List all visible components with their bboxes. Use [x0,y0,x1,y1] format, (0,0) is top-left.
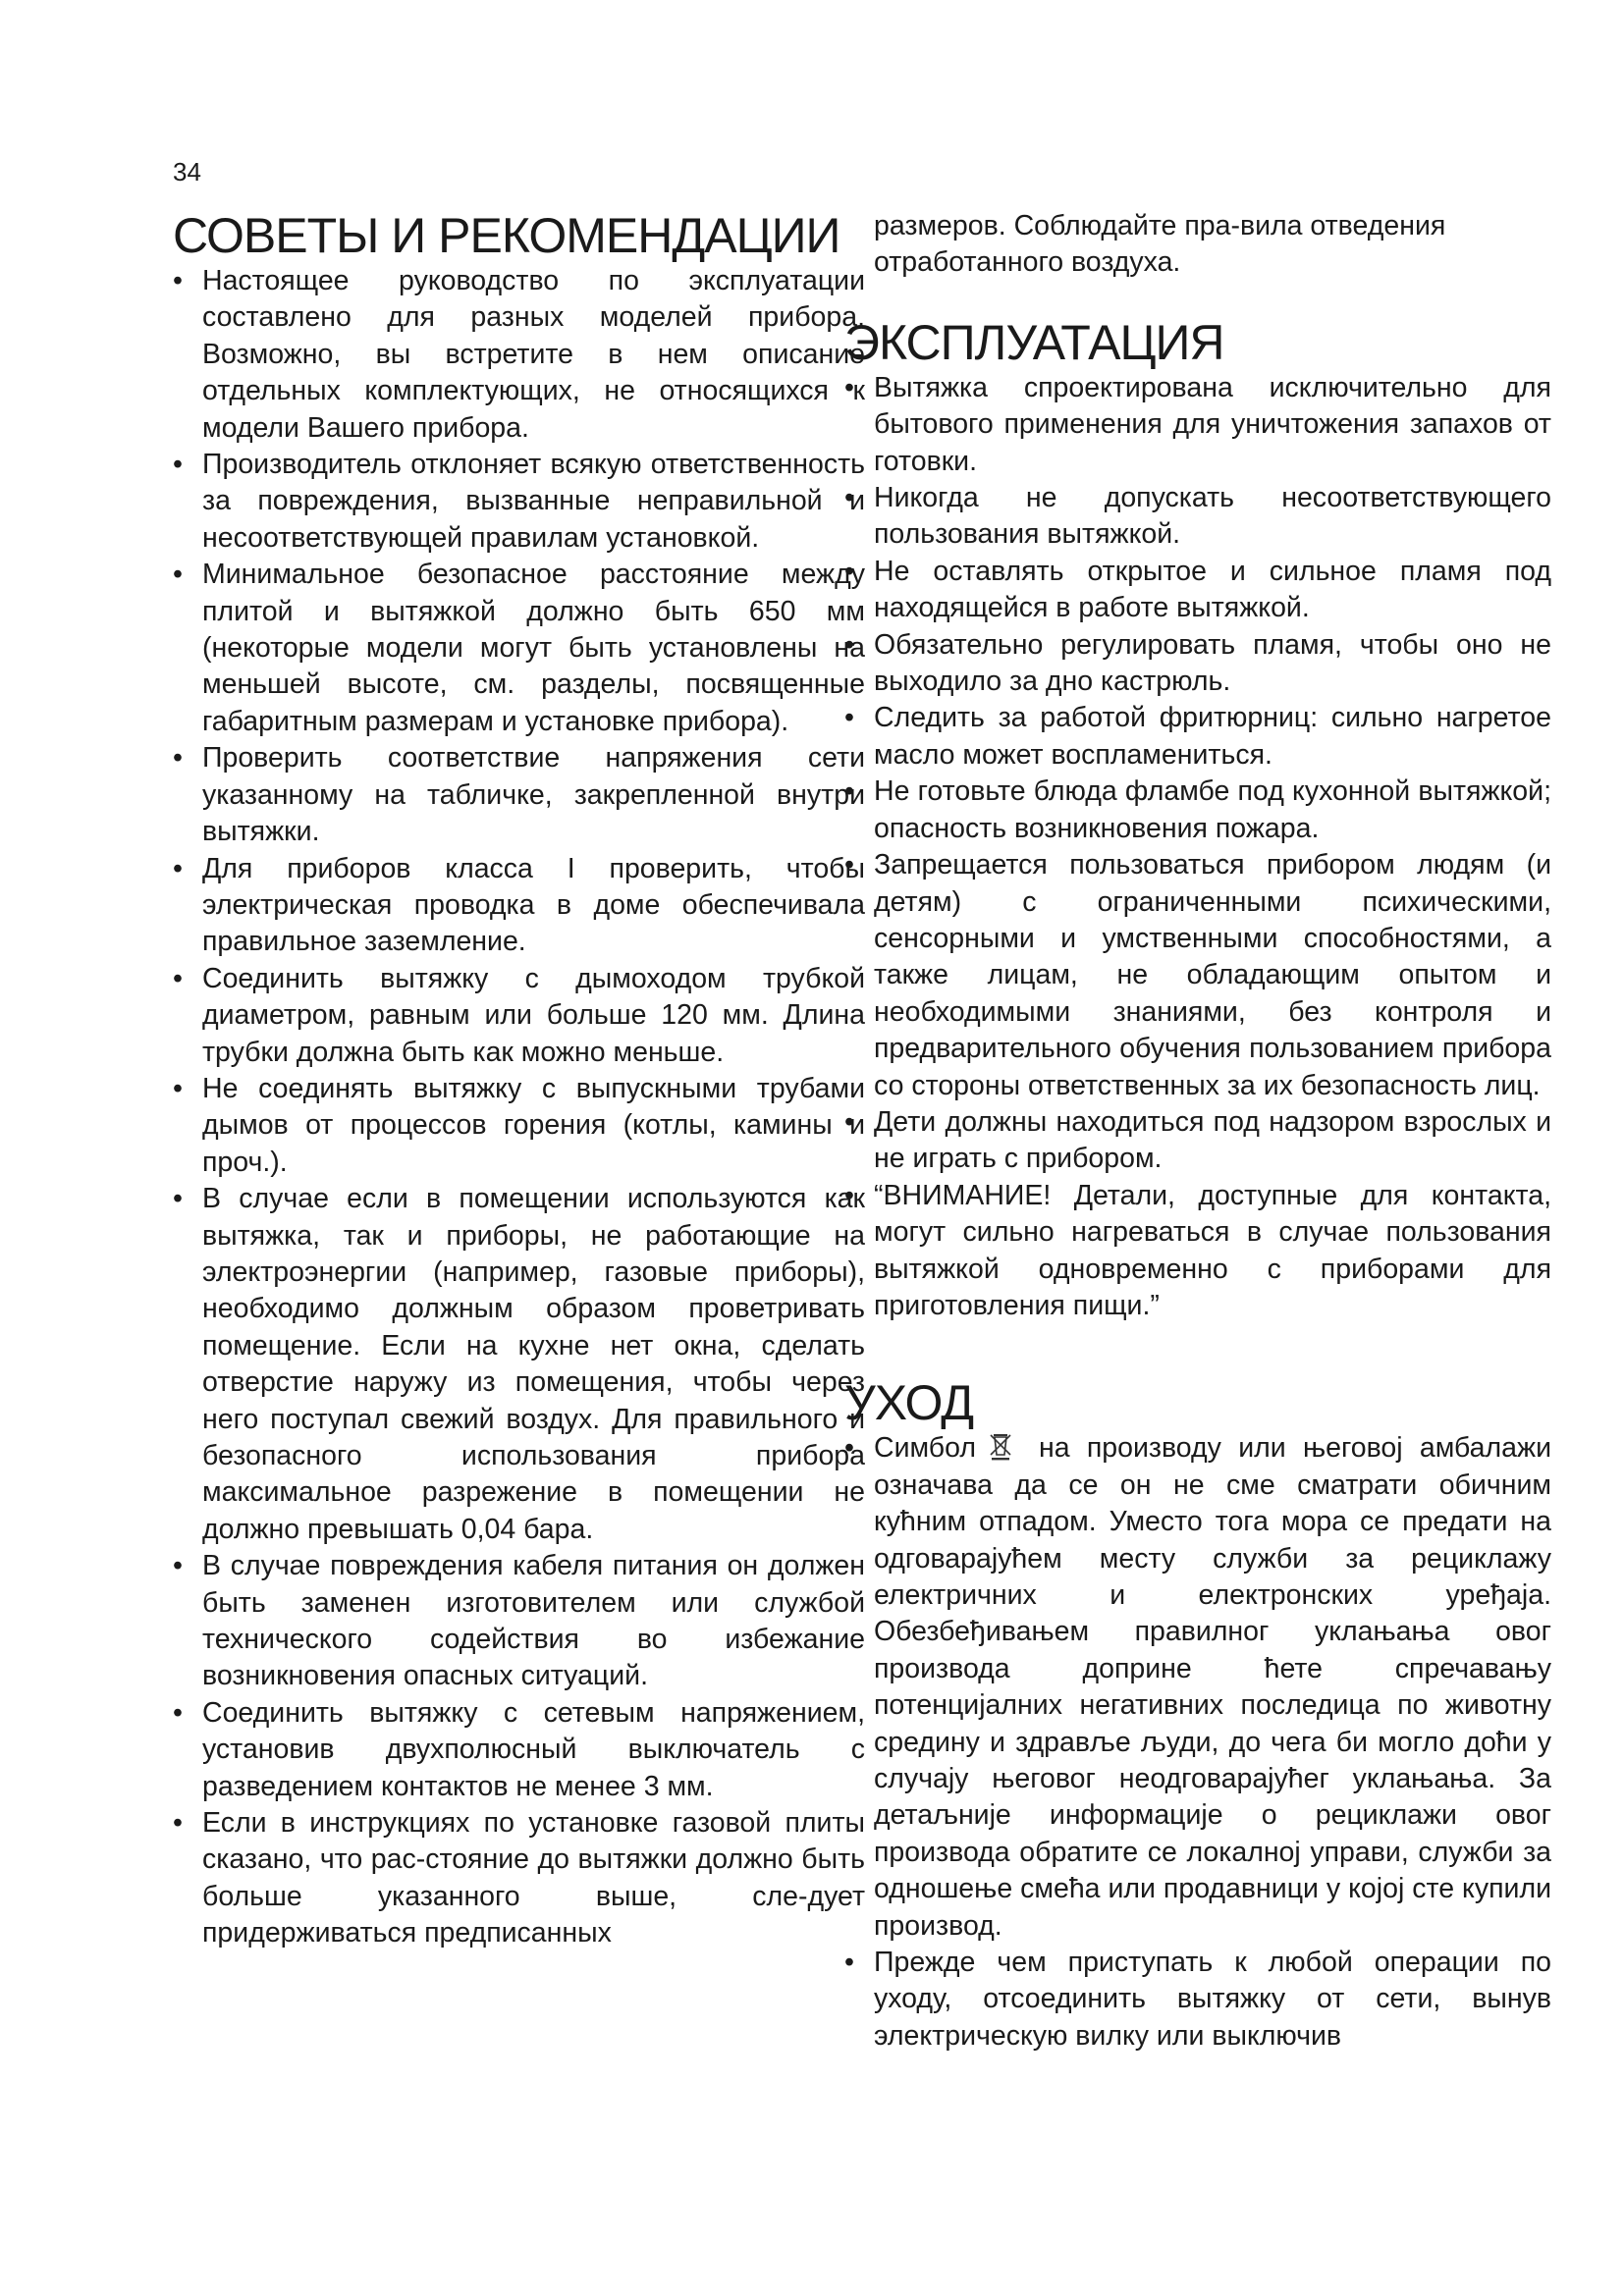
list-item: • Минимальное безопасное расстояние между плитой и вытяжкой должно быть 650 мм (некоторые модели могут быть установлены на меньшей высоте, см. разделы, посвященные габаритным размерам и установке прибора). [173,557,865,740]
operation-list [844,370,1551,1325]
crossed-bin-icon [988,1431,1013,1461]
list-item: • Не оставлять открытое и сильное пламя под находящейся в работе вытяжкой. [844,554,1551,627]
list-item: • Настоящее руководство по эксплуатации составлено для разных моделей прибора. Возможно, вы встретите в нем описание отдельных комплектующих, не относящихся к модели Вашего прибора. [173,263,865,447]
list-item: • Соединить вытяжку с дымоходом трубкой диаметром, равным или больше 120 мм. Длина трубки должна быть как можно меньше. [173,961,865,1071]
list-item: • Проверить соответствие напряжения сети указанному на табличке, закрепленной внутри вытяжки. [173,740,865,850]
advice-heading: СОВЕТЫ И РЕКОМЕНДАЦИИ [173,208,840,263]
list-item: • Не соединять вытяжку с выпускными трубами дымов от процессов горения (котлы, камины и проч.). [173,1071,865,1181]
list-item: • Вытяжка спроектирована исключительно для бытового применения для уничтожения запахов от готовки. [844,370,1551,480]
list-item: • Соединить вытяжку с сетевым напряжением, установив двухполюсный выключатель с разведением контактов не менее 3 мм. [173,1695,865,1805]
list-item: • Для приборов класса I проверить, чтобы электрическая проводка в доме обеспечивала правильное заземление. [173,851,865,961]
list-item: • Никогда не допускать несоответствующего пользования вытяжкой. [844,480,1551,554]
list-item: • Запрещается пользоваться прибором людям (и детям) с ограниченными психическими, сенсорными и умственными способностями, а также лицам, не обладающим опытом и необходимыми знаниями, без контроля и предварительного обучения пользованием прибора со стороны ответственных за их безопасность лиц. [844,847,1551,1104]
continuation-text: размеров. Соблюдайте пра-вила отведения отработанного воздуха. [874,210,1446,279]
page-number: 34 [173,157,201,187]
care-symbol-after: на производу или његовој амбалажи означава да се он не сме сматрати обичним кућним отпадом. Уместо тога мора се предати на одговарајућем месту служби за рециклажу електричних и електронских уређаја. Обезбеђивањем правилног уклањања овог производа доприне ћете спречавању потенцијалних негативних последица по животну средину и здравље људи, до чега би могло доћи у случају његовог неодговарајућег уклањања. За детаљније информације о рециклажи овог производа обратите се локалној управи, служби за одношење смећа или продавници у којој сте купили производ. [874,1432,1551,1942]
care-list [844,1430,1551,2055]
list-item [844,1430,1551,1945]
right-column [844,208,1551,2055]
list-item: • Не готовьте блюда фламбе под кухонной вытяжкой; опасность возникновения пожара. [844,774,1551,847]
left-column [173,208,865,1952]
care-heading: УХОД [844,1375,974,1431]
list-item: • Прежде чем приступать к любой операции по уходу, отсоединить вытяжку от сети, вынув электрическую вилку или выключив [844,1945,1551,2055]
list-item: • “ВНИМАНИЕ! Детали, доступные для контакта, могут сильно нагреваться в случае пользования вытяжкой одновременно с приборами для приготовления пищи.” [844,1178,1551,1325]
list-item: • Обязательно регулировать пламя, чтобы оно не выходило за дно кастрюль. [844,627,1551,701]
advice-list [173,263,865,1952]
operation-heading: ЭКСПЛУАТАЦИЯ [844,314,1224,370]
list-item: • Дети должны находиться под надзором взрослых и не играть с прибором. [844,1104,1551,1178]
care-symbol-before: Симбол [874,1432,976,1465]
list-item: • Если в инструкциях по установке газовой плиты сказано, что рас-стояние до вытяжки должно быть больше указанного выше, сле-дует придерживаться предписанных [173,1805,865,1952]
list-item: • Производитель отклоняет всякую ответственность за повреждения, вызванные неправильной и несоответствующей правилам установкой. [173,447,865,557]
list-item: • В случае если в помещении используются как вытяжка, так и приборы, не работающие на электроэнергии (например, газовые приборы), необходимо должным образом проветривать помещение. Если на кухне нет окна, сделать отверстие наружу из помещения, чтобы через него поступал свежий воздух. Для правильного и безопасного использования прибора максимальное разрежение в помещении не должно превышать 0,04 бара. [173,1181,865,1548]
list-item: • Следить за работой фритюрниц: сильно нагретое масло может воспламениться. [844,700,1551,774]
list-item: • В случае повреждения кабеля питания он должен быть заменен изготовителем или службой технического содействия во избежание возникновения опасных ситуаций. [173,1548,865,1695]
